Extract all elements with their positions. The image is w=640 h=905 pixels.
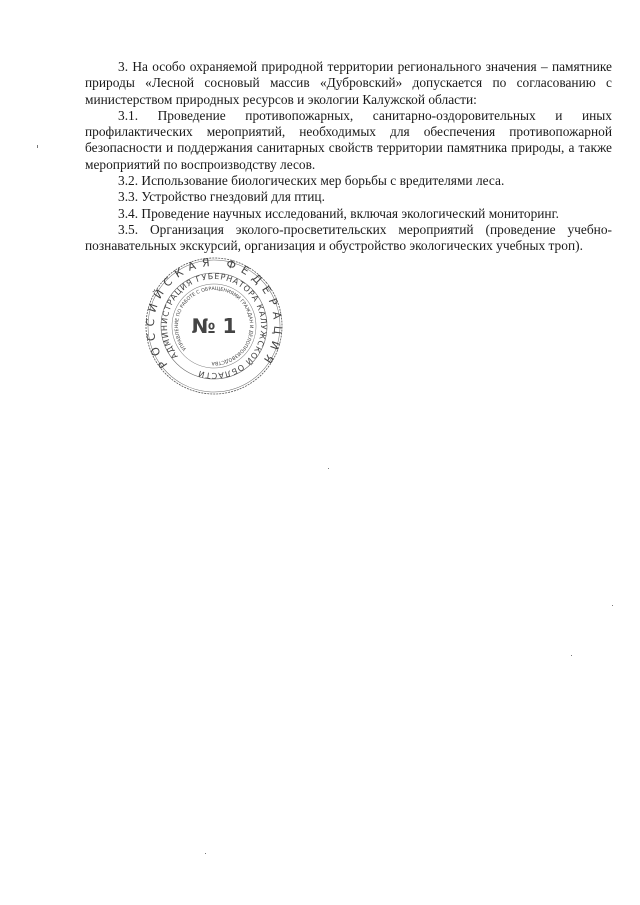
paragraph-3-1 xyxy=(85,108,612,173)
scan-speck xyxy=(328,468,329,469)
text-line: природы «Лесной сосновый массив «Дубровский» допускается по согласованию с xyxy=(85,75,612,91)
stamp-outer-text: РОССИЙСКАЯ ФЕДЕРАЦИЯ xyxy=(143,255,285,371)
stamp-inner-text: УПРАВЛЕНИЕ ПО РАБОТЕ С ОБРАЩЕНИЯМИ ГРАЖДАН И ДЕЛОПРОИЗВОДСТВА xyxy=(174,286,254,366)
text-line: 3.5. Организация эколого-просветительских мероприятий (проведение учебно- xyxy=(118,221,612,237)
paragraph-3-4: 3.4. Проведение научных исследований, включая экологический мониторинг. xyxy=(118,205,559,221)
text-line: 3.1. Проведение противопожарных, санитарно-оздоровительных и иных xyxy=(118,107,612,123)
text-line: безопасности и поддержания санитарных свойств территории памятника природы, а также xyxy=(85,140,612,156)
text-line: мероприятий по воспроизводству лесов. xyxy=(85,156,316,172)
paragraph-3-3: 3.3. Устройство гнездовий для птиц. xyxy=(118,189,325,205)
paragraph-3 xyxy=(85,59,612,108)
scan-speck xyxy=(37,145,38,148)
paragraph-3-2: 3.2. Использование биологических мер борьбы с вредителями леса. xyxy=(118,173,505,189)
document-body xyxy=(85,59,612,255)
scan-speck xyxy=(571,655,572,656)
text-line: познавательных экскурсий, организация и обустройство экологических учебных троп). xyxy=(85,238,583,254)
text-line: министерством природных ресурсов и экологии Калужской области: xyxy=(85,91,477,107)
paragraph-3-5 xyxy=(85,222,612,255)
text-line: 3. На особо охраняемой природной территории регионального значения – памятнике xyxy=(118,59,612,74)
official-stamp xyxy=(143,255,285,397)
stamp-middle-text: АДМИНИСТРАЦИЯ ГУБЕРНАТОРА КАЛУЖСКОЙ ОБЛАСТИ xyxy=(159,271,269,381)
scan-speck xyxy=(205,853,206,854)
stamp-number: № 1 xyxy=(191,314,237,338)
scan-speck xyxy=(612,605,613,606)
text-line: профилактических мероприятий, необходимых для обеспечения противопожарной xyxy=(85,124,612,140)
